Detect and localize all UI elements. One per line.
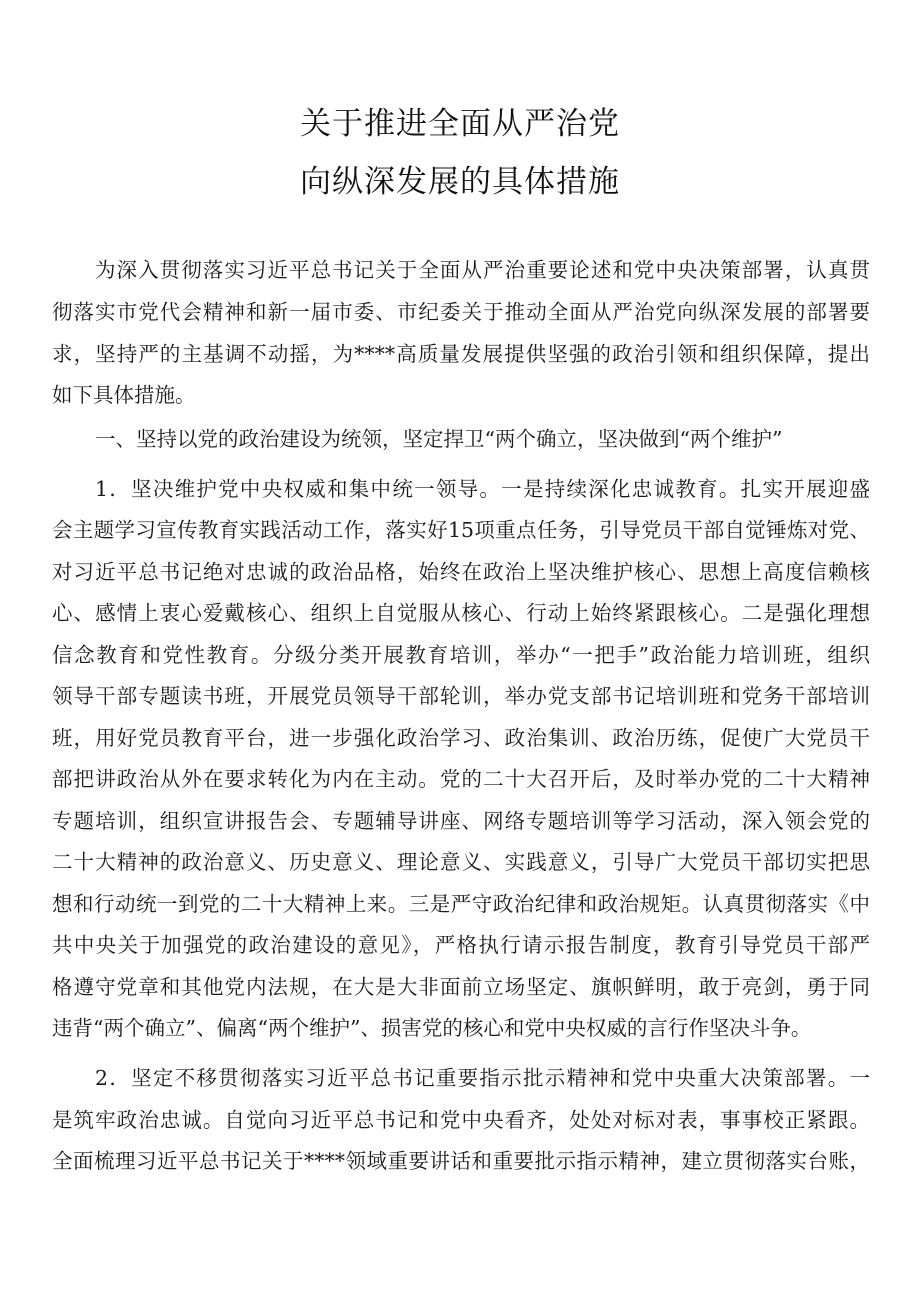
item-2-paragraph-line: 2．坚定不移贯彻落实习近平总书记重要指示批示精神和党中央重大决策部署。一 [95, 1066, 870, 1090]
item-1-paragraph-line: 心、感情上衷心爱戴核心、组织上自觉服从核心、行动上始终紧跟核心。二是强化理想 [52, 601, 870, 625]
item-1-paragraph-line: 信念教育和党性教育。分级分类开展教育培训，举办“一把手”政治能力培训班，组织 [52, 643, 870, 667]
document-title-line-2: 向纵深发展的具体措施 [300, 164, 620, 200]
item-2-paragraph-line: 是筑牢政治忠诚。自觉向习近平总书记和党中央看齐，处处对标对表，事事校正紧跟。 [52, 1108, 870, 1132]
item-1-paragraph-line: 格遵守党章和其他党内法规，在大是大非面前立场坚定、旗帜鲜明，敢于亮剑，勇于同 [52, 975, 870, 999]
item-1-paragraph-line: 想和行动统一到党的二十大精神上来。三是严守政治纪律和政治规矩。认真贯彻落实《中 [52, 892, 870, 916]
item-1-paragraph-line: 共中央关于加强党的政治建设的意见》，严格执行请示报告制度，教育引导党员干部严 [52, 933, 870, 957]
document-title-line-1: 关于推进全面从严治党 [300, 106, 620, 142]
item-1-paragraph-line: 对习近平总书记绝对忠诚的政治品格，始终在政治上坚决维护核心、思想上高度信赖核 [52, 560, 870, 584]
intro-paragraph-line: 求，坚持严的主基调不动摇，为****高质量发展提供坚强的政治引领和组织保障，提出 [52, 342, 870, 366]
item-1-paragraph-line: 领导干部专题读书班，开展党员领导干部轮训，举办党支部书记培训班和党务干部培训 [52, 684, 870, 708]
item-1-paragraph-line: 会主题学习宣传教育实践活动工作，落实好15项重点任务，引导党员干部自觉锤炼对党、 [52, 518, 870, 542]
item-1-paragraph-line: 部把讲政治从外在要求转化为内在主动。党的二十大召开后，及时举办党的二十大精神 [52, 767, 870, 791]
item-1-paragraph-line: 1．坚决维护党中央权威和集中统一领导。一是持续深化忠诚教育。扎实开展迎盛 [95, 477, 870, 501]
intro-paragraph-line: 如下具体措施。 [52, 383, 196, 407]
item-1-paragraph-line: 专题培训，组织宣讲报告会、专题辅导讲座、网络专题培训等学习活动，深入领会党的 [52, 809, 870, 833]
item-1-paragraph-line: 违背“两个确立”、偏离“两个维护”、损害党的核心和党中央权威的言行作坚决斗争。 [52, 1016, 812, 1040]
section-heading-1: 一、坚持以党的政治建设为统领，坚定捍卫“两个确立，坚决做到“两个维护” [95, 427, 783, 451]
item-2-paragraph-line: 全面梳理习近平总书记关于****领域重要讲话和重要批示指示精神，建立贯彻落实台账， [52, 1149, 870, 1173]
intro-paragraph-line: 为深入贯彻落实习近平总书记关于全面从严治重要论述和党中央决策部署，认真贯 [95, 258, 870, 282]
item-1-paragraph-line: 班，用好党员教育平台，进一步强化政治学习、政治集训、政治历练，促使广大党员干 [52, 726, 870, 750]
intro-paragraph-line: 彻落实市党代会精神和新一届市委、市纪委关于推动全面从严治党向纵深发展的部署要 [52, 300, 870, 324]
item-1-paragraph-line: 二十大精神的政治意义、历史意义、理论意义、实践意义，引导广大党员干部切实把思 [52, 850, 870, 874]
